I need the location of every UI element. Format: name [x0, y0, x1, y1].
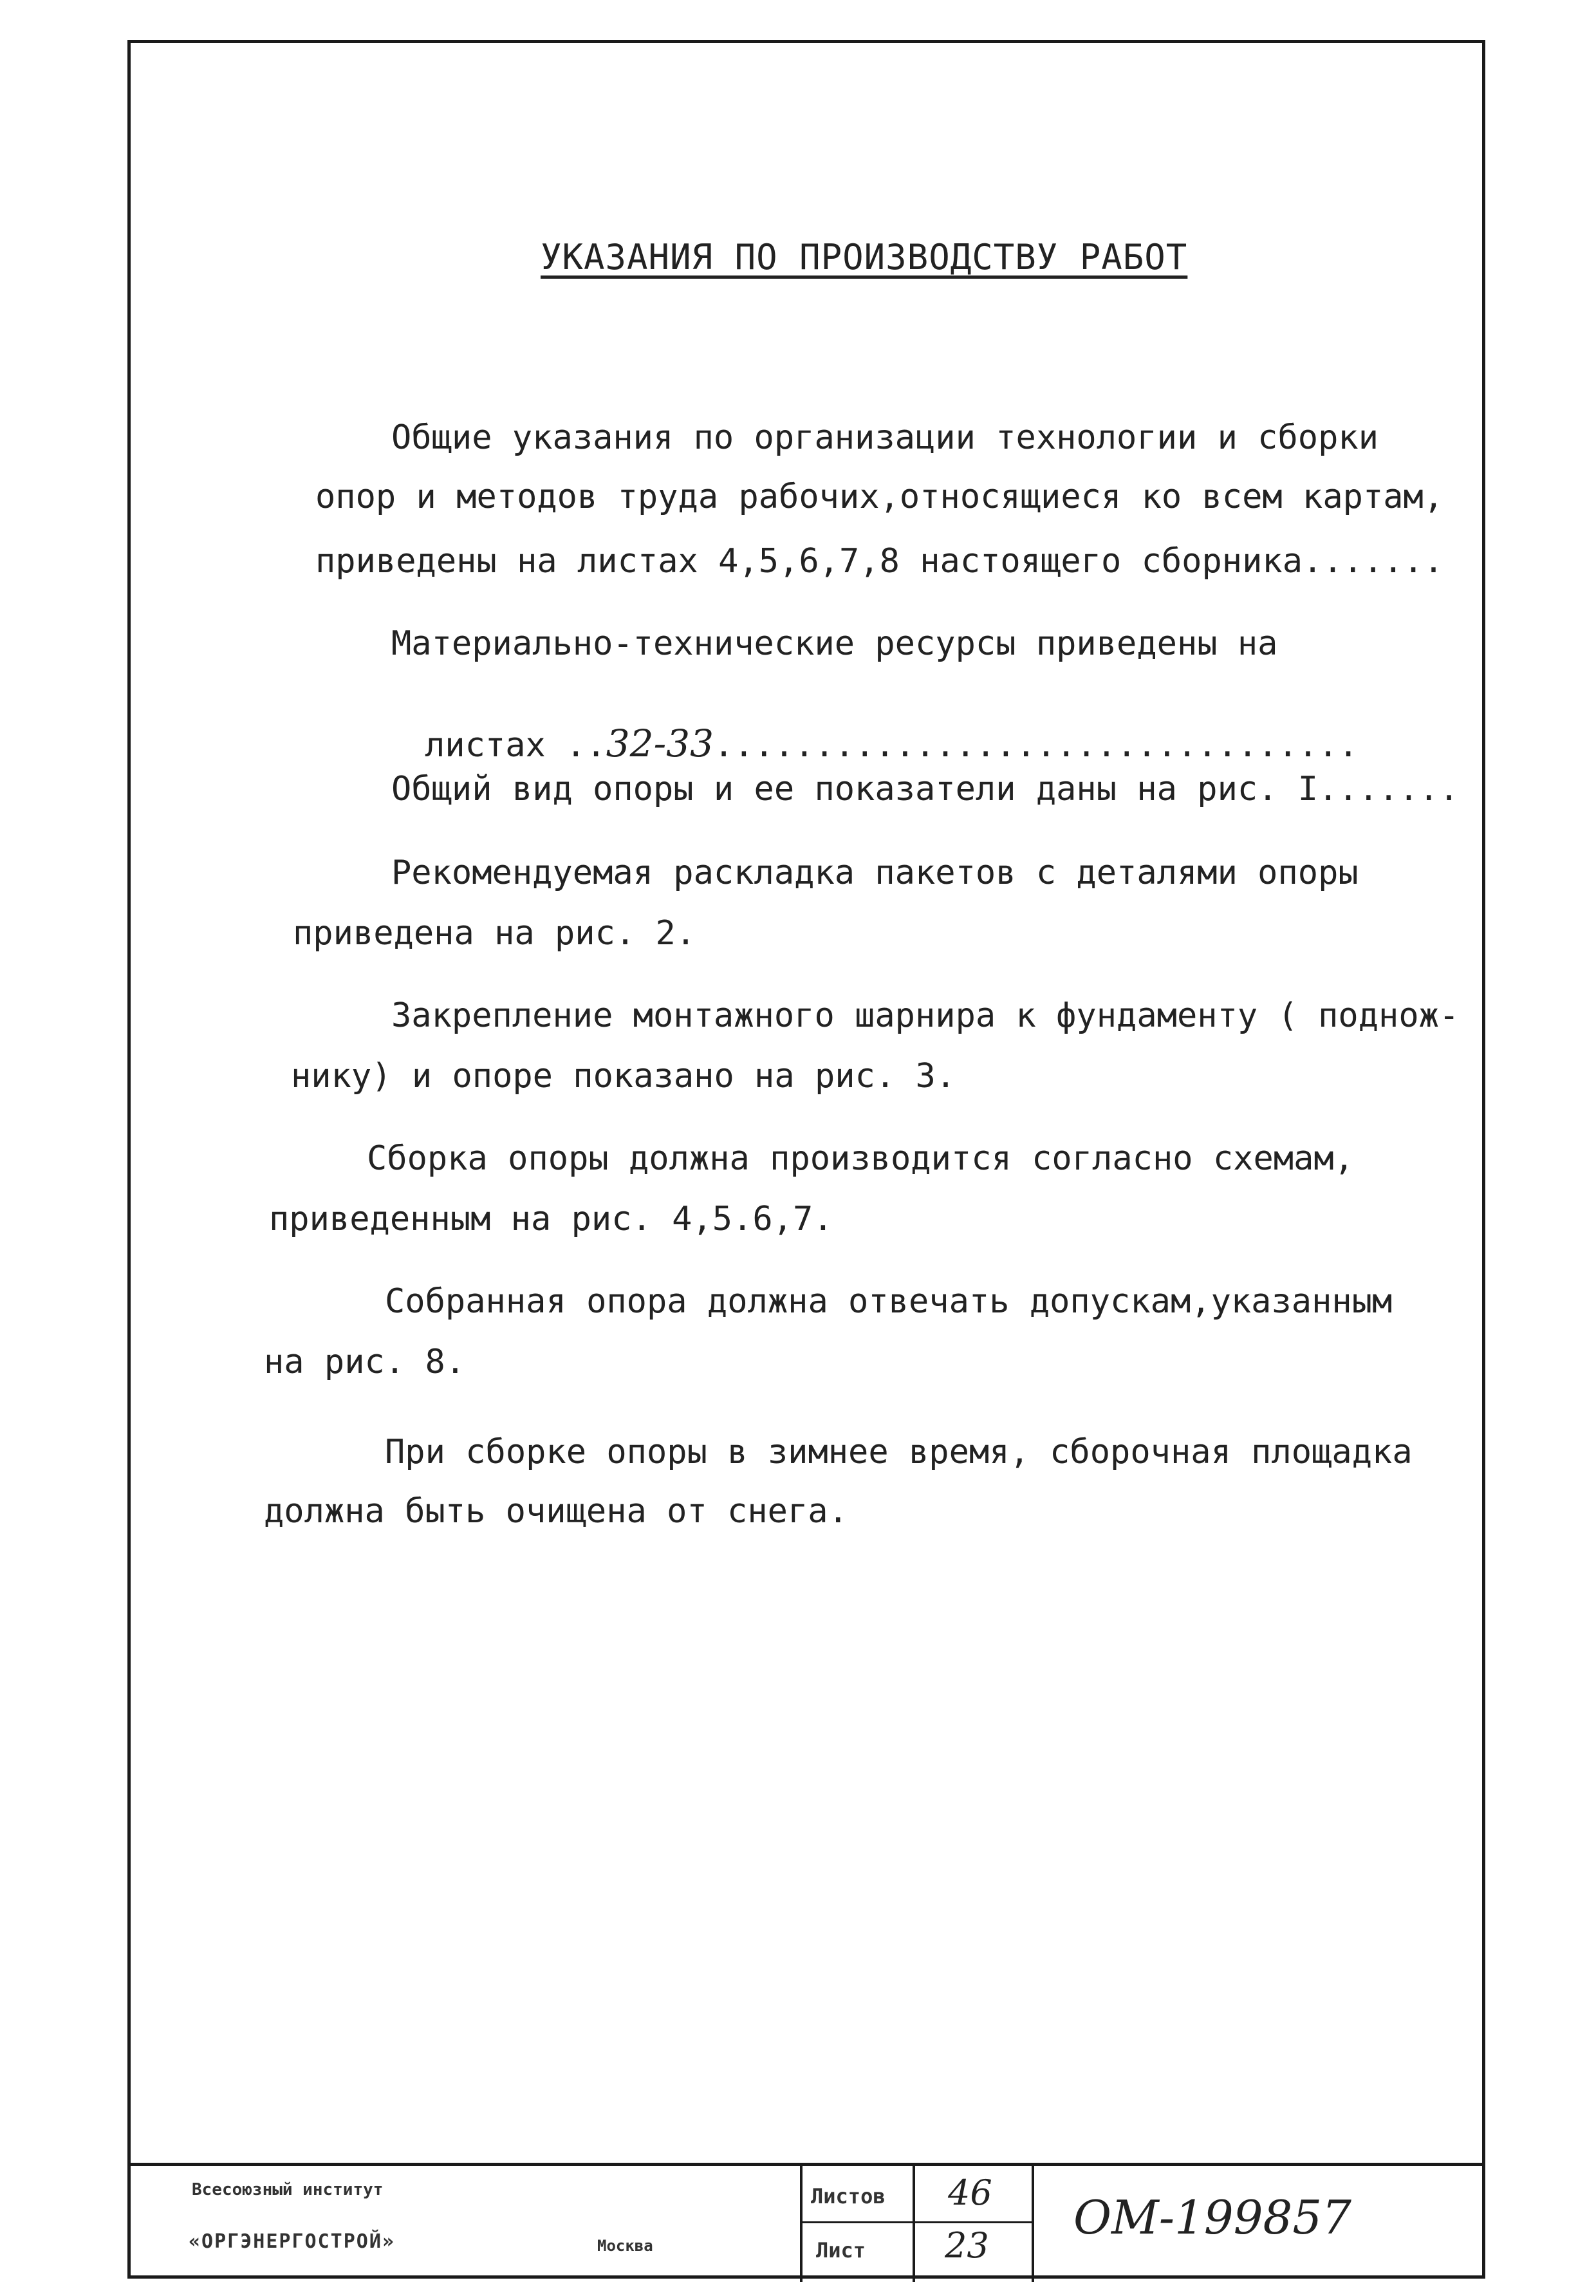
sheet-value: 23	[945, 2225, 989, 2266]
paragraph-dots: ................................	[713, 726, 1359, 765]
paragraph-line: Рекомендуемая раскладка пакетов с деталями опоры	[391, 854, 1359, 892]
paragraph-text: листах ..	[425, 726, 606, 765]
paragraph-line: нику) и опоре показано на рис. 3.	[291, 1057, 956, 1096]
sheets-label: Листов	[811, 2184, 886, 2208]
document-title: УКАЗАНИЯ ПО ПРОИЗВОДСТВУ РАБОТ	[541, 237, 1188, 277]
paragraph-line: Общие указания по организации технологии и сборки	[391, 418, 1379, 457]
paragraph-line: Сборка опоры должна производится согласно схемам,	[367, 1139, 1355, 1178]
institute-org: «ОРГЭНЕРГОСТРОЙ»	[189, 2230, 395, 2253]
paragraph-line: Закрепление монтажного шарнира к фундаменту ( поднож-	[391, 996, 1460, 1035]
paragraph-line: должна быть очищена от снега.	[264, 1492, 848, 1531]
stamp-divider	[1032, 2166, 1034, 2282]
stamp-divider	[800, 2221, 1032, 2223]
paragraph-line: приведены на листах 4,5,6,7,8 настоящего сборника.......	[315, 542, 1444, 581]
paragraph-line: опор и методов труда рабочих,относящиеся ко всем картам,	[315, 478, 1444, 516]
paragraph-line: на рис. 8.	[264, 1343, 466, 1381]
document-number: ОМ-199857	[1073, 2190, 1351, 2245]
institute-name: Всесоюзный институт	[192, 2180, 384, 2199]
sheets-value: 46	[948, 2172, 992, 2213]
paragraph-line: Собранная опора должна отвечать допускам,указанным	[385, 1282, 1393, 1321]
city: Москва	[597, 2237, 653, 2255]
paragraph-line: приведенным на рис. 4,5.6,7.	[269, 1200, 833, 1238]
sheet-label: Лист	[816, 2238, 866, 2263]
title-block-stamp	[127, 2163, 1485, 2279]
paragraph-line: Материально-технические ресурсы приведены на	[391, 624, 1278, 663]
stamp-divider	[800, 2166, 803, 2282]
stamp-divider	[913, 2166, 915, 2282]
paragraph-line: При сборке опоры в зимнее время, сборочная площадка	[385, 1433, 1413, 1471]
paragraph-line: приведена на рис. 2.	[293, 914, 696, 953]
handwritten-sheet-range: 32-33	[606, 722, 714, 765]
paragraph-line: Общий вид опоры и ее показатели даны на рис. I.......	[391, 770, 1460, 808]
